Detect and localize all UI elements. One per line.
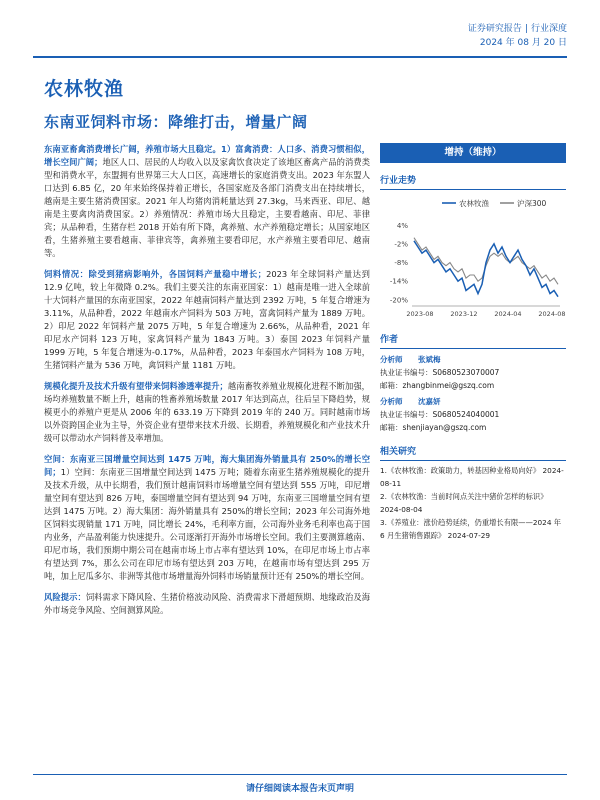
paragraph-risk <box>44 591 370 617</box>
main-body <box>44 143 370 625</box>
legend-label: 农林牧渔 <box>459 199 489 208</box>
legend-label: 沪深300 <box>517 199 547 208</box>
y-tick-label: -8% <box>394 259 408 268</box>
y-tick-label: 4% <box>396 221 408 230</box>
header-divider <box>33 56 567 58</box>
report-type: 证券研究报告 <box>467 24 522 34</box>
rating-badge: 增持（维持） <box>380 143 566 163</box>
paragraph-lead: 东南亚畜禽消费增长广阔，养殖市场大且稳定。1）富禽消费：人口多、消费习惯相似，增长空间广阔； <box>44 144 370 167</box>
trend-chart-svg <box>380 194 566 322</box>
related-title: 2.《农林牧渔：当前时间点关注中猪价怎样的标识》 <box>380 492 548 501</box>
cert-label: 执业证书编号： <box>380 410 433 419</box>
paragraph-text: 饲料需求下降风险、生猪价格波动风险、消费需求下滑超预期、地缘政治及海外市场竞争风险、空间测算风险。 <box>44 592 370 615</box>
analyst-name: 沈嘉妍 <box>418 397 441 406</box>
industry-name: 农林牧渔 <box>44 78 125 100</box>
paragraph-text: 2023 年全球饲料产量达到 12.9 亿吨，较上年微降 0.2%。我们主要关注的东南亚国家：1）越南是唯一进入全球前十大饲料产量国的东南亚国家，2022 年越南饲料产量达到 2392 万吨，5 年复合增速为 3.11%，从品种看，2022 年越南水产饲料为 503 万吨，富禽饲料产量为 1889 万吨。2）印尼 2022 年饲料产量 2075 万吨，5 年复合增速为 2.66%，从品种看，2021 年印尼水产饲料 123 万吨，家禽饲料产量为 1843 万吨。3）泰国 2023 年饲料产量 1999 万吨，5 年复合增速为-0.17%，从品种看，2023 年泰国水产饲料为 108 万吨，生猪饲料产量为 536 万吨，禽饲料产量 1181 万吨。 <box>44 269 370 370</box>
email-address[interactable]: shenjiayan@gszq.com <box>402 423 487 432</box>
report-date: 2024 年 08 月 20 日 <box>479 38 567 48</box>
header-meta <box>468 22 567 50</box>
related-item[interactable] <box>380 491 566 516</box>
analyst-role: 分析师 <box>380 397 403 406</box>
x-tick-label: 2024-04 <box>494 310 522 318</box>
cert-number: S0680524040001 <box>432 410 500 419</box>
paragraph-text: 1）空间：东南亚三国增量空间达到 1475 万吨；随着东南亚生猪养殖规模化的提升及技术升级，从中长期看，我们预计越南饲料市场增量空间有望达到 555 万吨，印尼增量空间有望达到 826 万吨，泰国增量空间有望达到 94 万吨，东南亚三国增量空间有望达到 1475 万吨。2）海大集团：海外销量具有 250%的增长空间；2023 年公司海外地区饲料实现销量 171 万吨，同比增长 24%，毛利率方面，公司海外业务毛利率也高于国内业务，产品盈利能力快速提升。公司逐渐打开海外市场增长空间。我们主要测算越南、印尼市场，我们预期中期公司在越南市场上市占率有望达到 10%，在印尼市场上市占率有望达到 7%，那么公司在印尼市场有望达到 203 万吨，在越南市场有望达到 295 万吨，加上尼瓜多尔、非洲等其他市场增量海外饲料市场销量预计还有 250%的增长空间。 <box>44 467 370 581</box>
related-date: 2024-08-11 <box>380 466 564 488</box>
related-heading: 相关研究 <box>380 444 566 461</box>
footer-disclaimer: 请仔细阅读本报告末页声明 <box>245 784 354 794</box>
related-list <box>380 465 566 542</box>
related-title: 1.《农林牧渔：政策助力，转基因种业格局向好》 <box>380 466 541 475</box>
related-item[interactable] <box>380 517 566 542</box>
email-label: 邮箱： <box>380 381 403 390</box>
paragraph-scale <box>44 380 370 445</box>
paragraph-lead: 风险提示： <box>44 592 86 602</box>
x-tick-label: 2023-12 <box>450 310 478 318</box>
related-item[interactable] <box>380 465 566 490</box>
paragraph-space <box>44 453 370 583</box>
y-tick-label: -20% <box>389 296 408 305</box>
report-title: 东南亚饲料市场：降维打击，增量广阔 <box>44 113 308 131</box>
x-tick-label: 2024-08 <box>538 310 566 318</box>
trend-heading: 行业走势 <box>380 173 566 190</box>
footer-divider <box>33 774 567 775</box>
paragraph-lead: 饲料情况：除受到猪病影响外，各国饲料产量稳中增长； <box>44 269 267 279</box>
paragraph-lead: 规模化提升及技术升级有望带来饲料渗透率提升； <box>44 381 228 391</box>
analyst-card <box>380 353 566 392</box>
paragraph-text: 越南畜牧养殖业规模化进程不断加强，场均养殖数量不断上升，越南的牲畜养殖场数量 2017 年达到高点，往后呈下降趋势，规模更小的养殖户更是从 2006 年的 633.19 万下降到 2019 年的 240 万。同时越南市场以外资跨国企业为主导，外资企业有望带来技术升级、长期看，养殖规模化和产业技术升级可以带动水产饲料普及率增加。 <box>44 381 370 443</box>
x-tick-label: 2023-08 <box>406 310 434 318</box>
analyst-name: 张斌梅 <box>418 355 441 364</box>
authors-heading: 作者 <box>380 332 566 349</box>
analyst-role: 分析师 <box>380 355 403 364</box>
analyst-card <box>380 395 566 434</box>
y-tick-label: -14% <box>389 277 408 286</box>
email-address[interactable]: zhangbinmei@gszq.com <box>402 381 495 390</box>
paragraph-feed <box>44 268 370 372</box>
y-tick-label: -2% <box>394 240 408 249</box>
header-separator: | <box>524 24 528 34</box>
paragraph-consumption <box>44 143 370 260</box>
sidebar <box>380 143 566 543</box>
cert-label: 执业证书编号： <box>380 368 433 377</box>
related-date: 2024-07-29 <box>447 530 491 540</box>
trend-chart <box>380 194 566 322</box>
paragraph-text: 地区人口、居民的人均收入以及家禽饮食决定了该地区畜禽产品的消费类型和消费水平，东盟拥有世界第三大人口区，高速增长的家庭消费支出。2023 年东盟人口达到 6.85 亿，20 年来始终保持着正增长，各国家庭及各部门消费支出在持续增长，越南是主要生猪消费国家。2021 年人均猪肉消耗量达到 27.3kg，马来西亚、印尼、越南是主要禽肉消费国家。2）养殖情况：养殖市场大且稳定，主要看越南、印尼、菲律宾；从品种看，生猪存栏 2018 开始有所下降，禽养殖、水产养殖稳定增长；从国家地区看，生猪养殖主要看越南、菲律宾等，禽养殖主要看印尼，水产养殖主要看印尼、越南等。 <box>44 157 370 258</box>
cert-number: S0680523070007 <box>432 368 500 377</box>
related-date: 2024-08-04 <box>380 504 423 514</box>
related-title: 3.《养殖业：涨价趋势延续，仍重增长有限——2024 年 6 月生猪销售跟踪》 <box>380 518 562 540</box>
report-category: 行业深度 <box>530 24 567 34</box>
email-label: 邮箱： <box>380 423 403 432</box>
paragraph-lead: 空间：东南亚三国增量空间达到 1475 万吨，海大集团海外销量具有 250%的增长空间； <box>44 454 370 477</box>
